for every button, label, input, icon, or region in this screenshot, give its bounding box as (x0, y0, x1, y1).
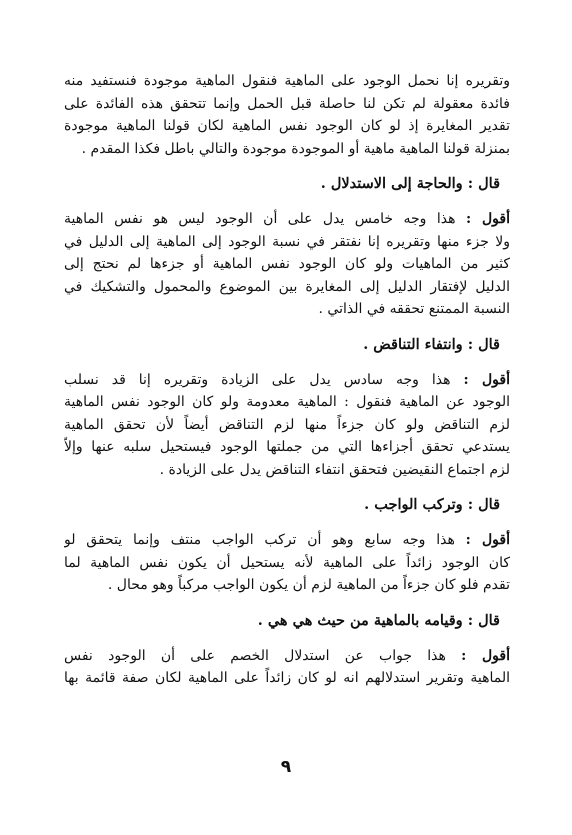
line-text: هذا وجه سادس يدل على الزيادة وتقريره إنا قد نسلب (64, 371, 464, 388)
paragraph-lead: أقول : (461, 647, 510, 664)
text-line (64, 645, 510, 668)
paragraph (64, 208, 510, 321)
text-line (64, 208, 510, 231)
paragraph-lead: أقول : (465, 532, 510, 548)
paragraph (64, 369, 510, 482)
text-line: النسبة الممتنع تحققه في الذاتي . (318, 301, 510, 317)
text-line: فائدة معقولة لم تكن لنا حاصلة قبل الحمل وإنما تتحقق هذه الفائدة على (64, 95, 510, 112)
text-line: ولا جزء منها وتقريره إنا نفتقر في نسبة الوجود إلى الماهية إلى الدليل في (64, 233, 510, 250)
text-line: كثير من الماهيات ولو كان الوجود نفس الماهية أو جزءها لم نحتج إلى (64, 256, 510, 272)
section-heading: قال : وانتفاء التناقض . (363, 335, 500, 353)
page-body (64, 70, 510, 702)
page-number: ٩ (280, 757, 292, 777)
text-line: الدليل لإفتقار الدليل إلى المغايرة بين الموضوع والمحمول والتشكيك في (64, 278, 510, 295)
text-line (64, 369, 510, 392)
line-text: هذا وجه سابع وهو أن تركب الواجب منتف وإنما يتحقق لو (64, 532, 466, 548)
text-line: يستدعي تحقق أجزاءها التي من جملتها الوجود فيستحيل سلبه عنها وإلاّ (64, 439, 510, 455)
section-heading: قال : وقيامه بالماهية من حيث هي هي . (257, 611, 500, 629)
line-text: هذا جواب عن استدلال الخصم على أن الوجود نفس (64, 647, 462, 664)
paragraph (64, 529, 510, 597)
paragraph (64, 645, 510, 690)
text-line: كان الوجود زائداً على الماهية لأنه يستحيل أن يكون نفس الماهية لما (64, 554, 510, 571)
text-line: لزم اجتماع النقيضين فتحقق انتفاء التناقض يدل على الزيادة . (159, 461, 510, 478)
text-line: الوجود عن الماهية فنقول : الماهية معدومة ولو كان الوجود نفس الماهية (64, 394, 510, 410)
text-line: تقدير المغايرة إذ لو كان الوجود نفس الماهية لكان قولنا الماهية موجودة (64, 118, 510, 134)
section-heading: قال : والحاجة إلى الاستدلال . (320, 175, 500, 192)
paragraph-lead: أقول : (463, 371, 510, 388)
text-line (64, 529, 510, 552)
paragraph-lead: أقول : (465, 211, 510, 227)
text-line: الماهية وتقرير استدلالهم انه لو كان زائداً على الماهية لكان صفة قائمة بها (64, 670, 510, 686)
line-text: هذا وجه خامس يدل على أن الوجود ليس هو نفس الماهية (64, 211, 466, 227)
text-line: وتقريره إنا نحمل الوجود على الماهية فنقول الماهية موجودة فنستفيد منه (64, 73, 510, 89)
paragraph (64, 70, 510, 160)
section-heading: قال : وتركب الواجب . (364, 496, 500, 513)
text-line: بمنزلة قولنا الماهية ماهية أو الموجودة موجودة والتالي باطل فكذا المقدم . (81, 140, 510, 157)
text-line: لزم التناقض ولو كان جزءاً منها لزم التناقض أيضاً لأن تحقق الماهية (64, 416, 510, 433)
text-line: تقدم فلو كان جزءاً من الماهية لزم أن يكون الواجب مركباً وهو محال . (107, 577, 510, 593)
